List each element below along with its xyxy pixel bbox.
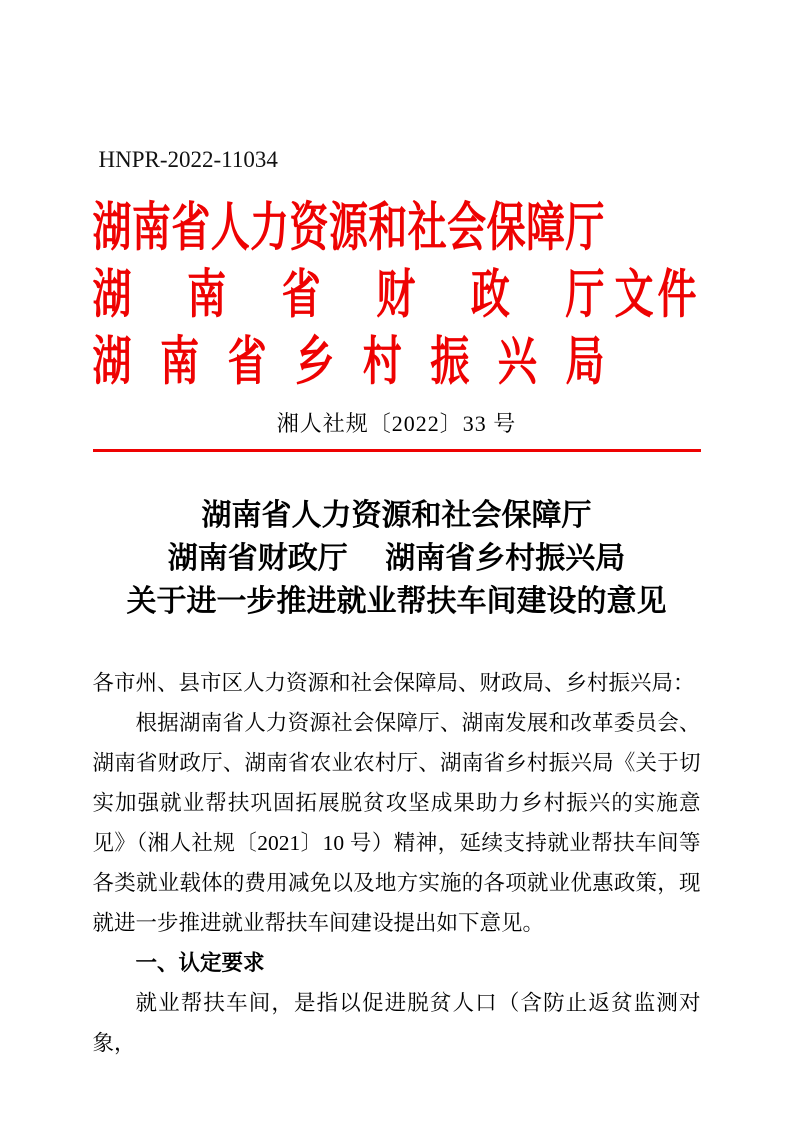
- body-paragraph-1: 根据湖南省人力资源社会保障厅、湖南发展和改革委员会、湖南省财政厅、湖南省农业农村厅、湖南省乡村振兴局《关于切实加强就业帮扶巩固拓展脱贫攻坚成果助力乡村振兴的实施意见》（湘人社规〔2021〕10 号）精神，延续支持就业帮扶车间等各类就业载体的费用减免以及地方实施的各项就业优惠政策，现就进一步推进就业帮扶车间建设提出如下意见。: [92, 711, 701, 935]
- section-heading-1: 一、认定要求: [135, 951, 265, 975]
- title-line-2: 湖南省财政厅 湖南省乡村振兴局: [167, 542, 626, 575]
- letterhead-agency-3: 湖 南 省 乡 村 振 兴 局: [92, 333, 605, 392]
- document-content: [93, 146, 701, 1063]
- title-line-3: 关于进一步推进就业帮扶车间建设的意见: [126, 585, 667, 618]
- letterhead-agency-1: 湖 南 省 人 力 资 源 和 社 会 保 障 厅: [92, 199, 605, 258]
- document-body: [93, 663, 701, 1063]
- archival-code: HNPR-2022-11034: [98, 147, 278, 172]
- letterhead-agency-2-row: [93, 263, 701, 330]
- letterhead-document-word: 文件: [614, 266, 701, 325]
- letterhead: [92, 199, 701, 392]
- document-title: [93, 494, 701, 623]
- body-paragraph-2: 就业帮扶车间，是指以促进脱贫人口（含防止返贫监测对象，: [92, 991, 701, 1055]
- title-line-1: 湖南省人力资源和社会保障厅: [201, 499, 592, 532]
- letterhead-agency-2: 湖 南 省 财 政 厅: [92, 266, 605, 325]
- issue-number: 湘人社规〔2022〕33 号: [276, 411, 517, 436]
- red-separator-rule: [93, 449, 701, 452]
- salutation: 各市州、县市区人力资源和社会保障局、财政局、乡村振兴局：: [92, 671, 695, 695]
